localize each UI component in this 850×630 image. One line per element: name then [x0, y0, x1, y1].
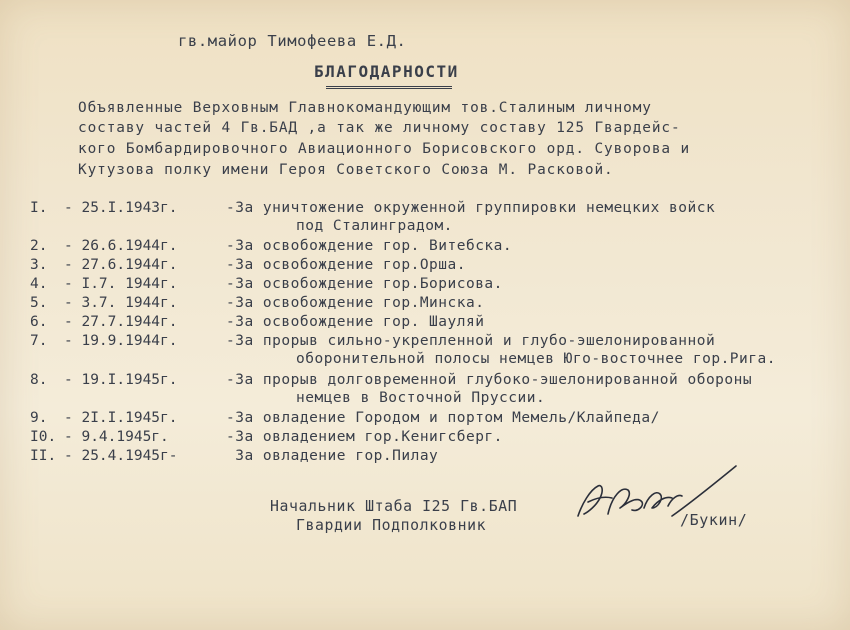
item-text: -За освобождение гор.Орша.: [226, 257, 466, 273]
item-date: - 2I.I.1945г.: [64, 410, 178, 426]
signature-name: /Букин/: [680, 511, 748, 529]
item-date: - 19.I.1945г.: [64, 372, 178, 388]
item-number: 2.: [30, 238, 48, 254]
list-item: [0, 276, 850, 294]
list-item: [0, 314, 850, 332]
item-text: За овладение гор.Пилау: [226, 448, 439, 464]
item-number: I.: [30, 200, 48, 216]
item-number: 6.: [30, 314, 48, 330]
item-continuation: немцев в Восточной Пруссии.: [296, 390, 546, 406]
item-number: 7.: [30, 333, 48, 349]
item-date: - 3.7. 1944г.: [64, 295, 178, 311]
item-text: -За прорыв сильно-укрепленной и глубо-эшелонированной: [226, 333, 716, 349]
item-text: -За освобождение гор.Минска.: [226, 295, 485, 311]
list-item: [0, 372, 850, 390]
document-title: БЛАГОДАРНОСТИ: [314, 62, 459, 81]
title-underline: [326, 86, 452, 89]
item-text: -За уничтожение окруженной группировки немецких войск: [226, 200, 716, 216]
list-item: [0, 410, 850, 428]
item-text: -За овладение Городом и портом Мемель/Клайпеда/: [226, 410, 660, 426]
item-text: -За освобождение гор.Борисова.: [226, 276, 503, 292]
item-number: II.: [30, 448, 57, 464]
item-number: I0.: [30, 429, 57, 445]
signature-title: Начальник Штаба I25 Гв.БАП: [270, 498, 518, 515]
intro-line-4: Кутузова полку имени Героя Советского Союза М. Расковой.: [78, 162, 614, 178]
item-text: -За освобождение гор. Витебска.: [226, 238, 513, 254]
item-number: 8.: [30, 372, 48, 388]
list-item: [0, 429, 850, 447]
list-item: [0, 333, 850, 351]
list-item: [0, 200, 850, 218]
item-number: 5.: [30, 295, 48, 311]
item-date: - 27.6.1944г.: [64, 257, 178, 273]
item-date: - 9.4.1945г.: [64, 429, 169, 445]
handwritten-signature: [568, 456, 743, 526]
list-item: [0, 295, 850, 313]
item-text: -За освобождение гор. Шауляй: [226, 314, 485, 330]
item-text: -За овладением гор.Кенигсберг.: [226, 429, 503, 445]
item-date: - 19.9.1944г.: [64, 333, 178, 349]
item-number: 4.: [30, 276, 48, 292]
item-number: 3.: [30, 257, 48, 273]
list-item: [0, 238, 850, 256]
signature-rank: Гвардии Подполковник: [296, 517, 487, 534]
item-continuation: под Сталинградом.: [296, 218, 453, 234]
item-date: - I.7. 1944г.: [64, 276, 178, 292]
item-number: 9.: [30, 410, 48, 426]
intro-line-1: Объявленные Верховным Главнокомандующим тов.Сталиным личному: [78, 100, 652, 116]
document-header: гв.майор Тимофеева Е.Д.: [178, 32, 407, 50]
item-text: -За прорыв долговременной глубоко-эшелонированной обороны: [226, 372, 753, 388]
intro-line-2: составу частей 4 Гв.БАД ,а так же личному составу 125 Гвардейс-: [78, 120, 681, 136]
list-item: [0, 257, 850, 275]
item-date: - 25.4.1945г-: [64, 448, 178, 464]
intro-line-3: кого Бомбардировочного Авиационного Борисовского орд. Суворова и: [78, 141, 691, 157]
item-date: - 26.6.1944г.: [64, 238, 178, 254]
item-date: - 25.I.1943г.: [64, 200, 178, 216]
item-continuation: оборонительной полосы немцев Юго-восточнее гор.Рига.: [296, 351, 776, 367]
item-date: - 27.7.1944г.: [64, 314, 178, 330]
